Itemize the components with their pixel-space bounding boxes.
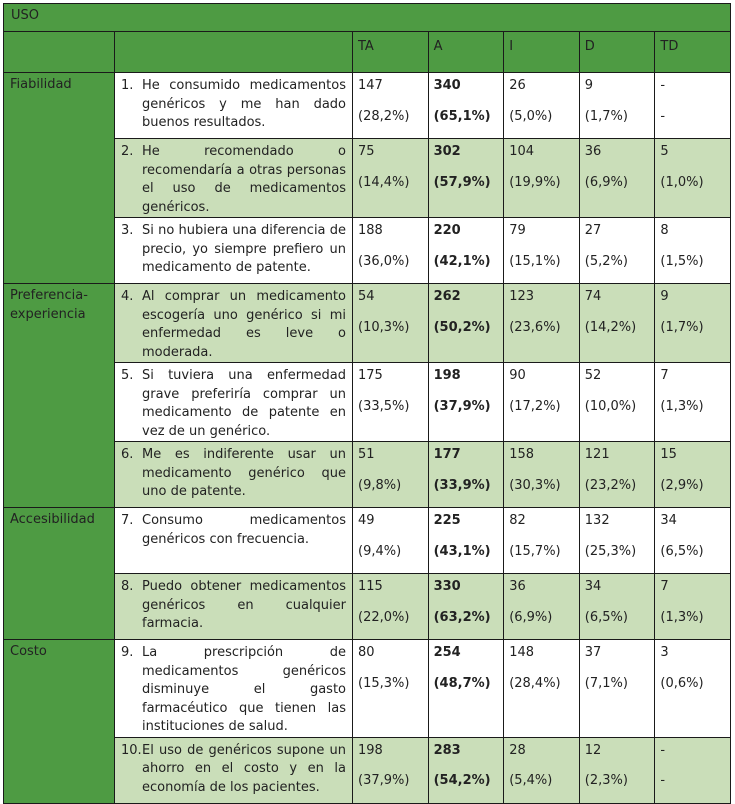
count: - (660, 78, 666, 93)
value-cell (353, 442, 429, 508)
item-number: 8. (121, 579, 134, 594)
count: 80 (358, 645, 375, 660)
item-cell (115, 73, 353, 139)
percent: (48,7%) (433, 675, 491, 691)
value-cell (428, 574, 504, 640)
percent: (1,3%) (660, 398, 704, 414)
percent: (50,2%) (433, 319, 491, 335)
percent: (10,0%) (584, 398, 637, 414)
header-i: I (504, 32, 580, 73)
item-number: 9. (121, 645, 134, 660)
percent: (0,6%) (660, 675, 704, 691)
count: 28 (509, 742, 526, 758)
count: 7 (660, 579, 669, 594)
count: 15 (660, 447, 677, 462)
value-cell (655, 363, 731, 442)
value-cell (655, 737, 731, 803)
percent: (28,2%) (358, 108, 410, 124)
item-cell (115, 508, 353, 574)
item-number: 7. (121, 513, 134, 528)
count: 9 (660, 289, 669, 304)
value-cell (504, 508, 580, 574)
category-preferencia-experiencia: Preferencia- experiencia (4, 284, 115, 508)
item-text: He recomendado o recomendaría a otras personas el uso de medicamentos genéricos. (142, 144, 346, 215)
percent: (1,0%) (660, 174, 704, 190)
count: 132 (584, 513, 610, 528)
count: 75 (358, 144, 375, 159)
count: 123 (509, 289, 535, 304)
value-cell (504, 442, 580, 508)
percent: (6,9%) (509, 609, 553, 625)
count: 51 (358, 447, 375, 462)
item-number: 2. (121, 144, 134, 159)
count: 198 (358, 742, 383, 758)
value-cell (504, 363, 580, 442)
percent: (36,0%) (358, 253, 410, 269)
count: 5 (660, 144, 669, 159)
count: 37 (584, 645, 602, 660)
count: 262 (433, 289, 461, 304)
percent: (5,0%) (509, 108, 553, 124)
count: 26 (509, 78, 526, 93)
count: 177 (433, 447, 461, 462)
value-cell (428, 284, 504, 363)
header-ta: TA (353, 32, 429, 73)
value-cell (353, 218, 429, 284)
value-cell (353, 737, 429, 803)
percent: - (660, 108, 666, 124)
value-cell (579, 508, 655, 574)
item-text: Al comprar un medicamento escogería uno genérico si mi enfermedad es leve o moderada. (142, 289, 346, 360)
count: 82 (509, 513, 526, 528)
item-number: 4. (121, 289, 134, 304)
value-cell (655, 218, 731, 284)
count: 254 (433, 645, 461, 660)
percent: (22,0%) (358, 609, 410, 625)
table-title: USO (4, 4, 731, 32)
value-cell (428, 508, 504, 574)
header-blank-item (115, 32, 353, 73)
value-cell (655, 139, 731, 218)
value-cell (353, 139, 429, 218)
percent: (25,3%) (584, 543, 637, 559)
value-cell (428, 218, 504, 284)
count: 220 (433, 223, 461, 238)
percent: (9,4%) (358, 543, 402, 559)
header-blank-category (4, 32, 115, 73)
value-cell (353, 508, 429, 574)
value-cell (504, 640, 580, 738)
percent: (10,3%) (358, 319, 410, 335)
value-cell (579, 574, 655, 640)
percent: (23,6%) (509, 319, 561, 335)
survey-table (3, 3, 731, 804)
value-cell (353, 284, 429, 363)
value-cell (504, 218, 580, 284)
percent: (1,7%) (660, 319, 704, 335)
count: 104 (509, 144, 535, 159)
table-row (4, 284, 731, 363)
count: 36 (509, 579, 526, 594)
value-cell (353, 574, 429, 640)
count: 12 (584, 742, 602, 758)
percent: (15,7%) (509, 543, 561, 559)
count: 34 (660, 513, 677, 528)
value-cell (655, 508, 731, 574)
count: 27 (584, 223, 602, 238)
item-number: 10. (121, 742, 142, 758)
header-a: A (428, 32, 504, 73)
item-text: Si tuviera una enfermedad grave preferiría comprar un medicamento de patente en vez de un genérico. (142, 368, 346, 439)
percent: (15,1%) (509, 253, 561, 269)
count: 74 (584, 289, 602, 304)
item-cell (115, 218, 353, 284)
count: 340 (433, 78, 461, 93)
percent: (30,3%) (509, 477, 561, 493)
count: 49 (358, 513, 375, 528)
category-costo: Costo (4, 640, 115, 804)
percent: (37,9%) (433, 398, 491, 414)
percent: (6,5%) (660, 543, 704, 559)
value-cell (655, 442, 731, 508)
category-fiabilidad: Fiabilidad (4, 73, 115, 284)
value-cell (353, 640, 429, 738)
count: 90 (509, 368, 526, 383)
value-cell (579, 284, 655, 363)
count: 175 (358, 368, 383, 383)
percent: (33,9%) (433, 477, 491, 493)
item-cell (115, 284, 353, 363)
count: - (660, 742, 666, 758)
percent: (5,2%) (584, 253, 628, 269)
count: 7 (660, 368, 669, 383)
count: 121 (584, 447, 610, 462)
percent: (43,1%) (433, 543, 491, 559)
percent: (17,2%) (509, 398, 561, 414)
percent: (15,3%) (358, 675, 410, 691)
count: 79 (509, 223, 526, 238)
count: 188 (358, 223, 383, 238)
value-cell (579, 737, 655, 803)
percent: (9,8%) (358, 477, 402, 493)
count: 225 (433, 513, 461, 528)
category-accesibilidad: Accesibilidad (4, 508, 115, 640)
header-row (4, 32, 731, 73)
value-cell (428, 737, 504, 803)
count: 36 (584, 144, 602, 159)
count: 52 (584, 368, 602, 383)
percent: (33,5%) (358, 398, 410, 414)
item-text: Si no hubiera una diferencia de precio, yo siempre prefiero un medicamento de patente. (142, 223, 346, 275)
value-cell (428, 640, 504, 738)
header-td: TD (655, 32, 731, 73)
percent: (6,9%) (584, 174, 628, 190)
count: 158 (509, 447, 535, 462)
percent: (6,5%) (584, 609, 628, 625)
value-cell (428, 139, 504, 218)
item-text: He consumido medicamentos genéricos y me han dado buenos resultados. (142, 78, 346, 130)
item-number: 5. (121, 368, 134, 383)
value-cell (579, 442, 655, 508)
percent: (1,5%) (660, 253, 704, 269)
percent: (14,4%) (358, 174, 410, 190)
count: 54 (358, 289, 375, 304)
count: 283 (433, 742, 461, 758)
item-cell (115, 442, 353, 508)
item-text: Consumo medicamentos genéricos con frecuencia. (142, 513, 346, 547)
value-cell (353, 73, 429, 139)
value-cell (655, 574, 731, 640)
count: 9 (584, 78, 594, 93)
table-row (4, 640, 731, 738)
item-cell (115, 640, 353, 738)
value-cell (579, 363, 655, 442)
percent: (2,9%) (660, 477, 704, 493)
item-number: 3. (121, 223, 134, 238)
table-row (4, 508, 731, 574)
count: 115 (358, 579, 383, 594)
value-cell (655, 284, 731, 363)
value-cell (428, 73, 504, 139)
value-cell (655, 73, 731, 139)
value-cell (579, 139, 655, 218)
value-cell (504, 737, 580, 803)
count: 198 (433, 368, 461, 383)
item-text: Puedo obtener medicamentos genéricos en cualquier farmacia. (142, 579, 346, 631)
percent: (19,9%) (509, 174, 561, 190)
percent: (65,1%) (433, 108, 491, 124)
value-cell (353, 363, 429, 442)
count: 148 (509, 645, 535, 660)
item-cell (115, 363, 353, 442)
header-d: D (579, 32, 655, 73)
percent: (2,3%) (584, 773, 628, 788)
value-cell (579, 218, 655, 284)
percent: (37,9%) (358, 773, 410, 788)
item-cell (115, 139, 353, 218)
count: 3 (660, 645, 669, 660)
count: 8 (660, 223, 669, 238)
item-text: El uso de genéricos supone un ahorro en el costo y en la economía de los pacientes. (142, 742, 346, 795)
value-cell (504, 139, 580, 218)
percent: (5,4%) (509, 773, 553, 788)
percent: (63,2%) (433, 609, 491, 625)
percent: (1,7%) (584, 108, 628, 124)
item-text: La prescripción de medicamentos genéricos disminuye el gasto farmacéutico que tienen las instituciones de salud. (142, 645, 346, 734)
count: 34 (584, 579, 602, 594)
count: 302 (433, 144, 461, 159)
percent: (28,4%) (509, 675, 561, 691)
item-cell (115, 737, 353, 803)
item-number: 6. (121, 447, 134, 462)
percent: (7,1%) (584, 675, 628, 691)
count: 330 (433, 579, 461, 594)
item-text: Me es indiferente usar un medicamento genérico que uno de patente. (142, 447, 346, 499)
percent: (57,9%) (433, 174, 491, 190)
count: 147 (358, 78, 383, 93)
value-cell (655, 640, 731, 738)
value-cell (504, 284, 580, 363)
value-cell (579, 640, 655, 738)
item-number: 1. (121, 78, 134, 93)
value-cell (504, 73, 580, 139)
percent: (14,2%) (584, 319, 637, 335)
percent: (42,1%) (433, 253, 491, 269)
value-cell (428, 363, 504, 442)
percent: (54,2%) (433, 773, 491, 788)
percent: - (660, 773, 666, 788)
table-row (4, 73, 731, 139)
value-cell (504, 574, 580, 640)
percent: (23,2%) (584, 477, 637, 493)
value-cell (579, 73, 655, 139)
item-cell (115, 574, 353, 640)
value-cell (428, 442, 504, 508)
percent: (1,3%) (660, 609, 704, 625)
